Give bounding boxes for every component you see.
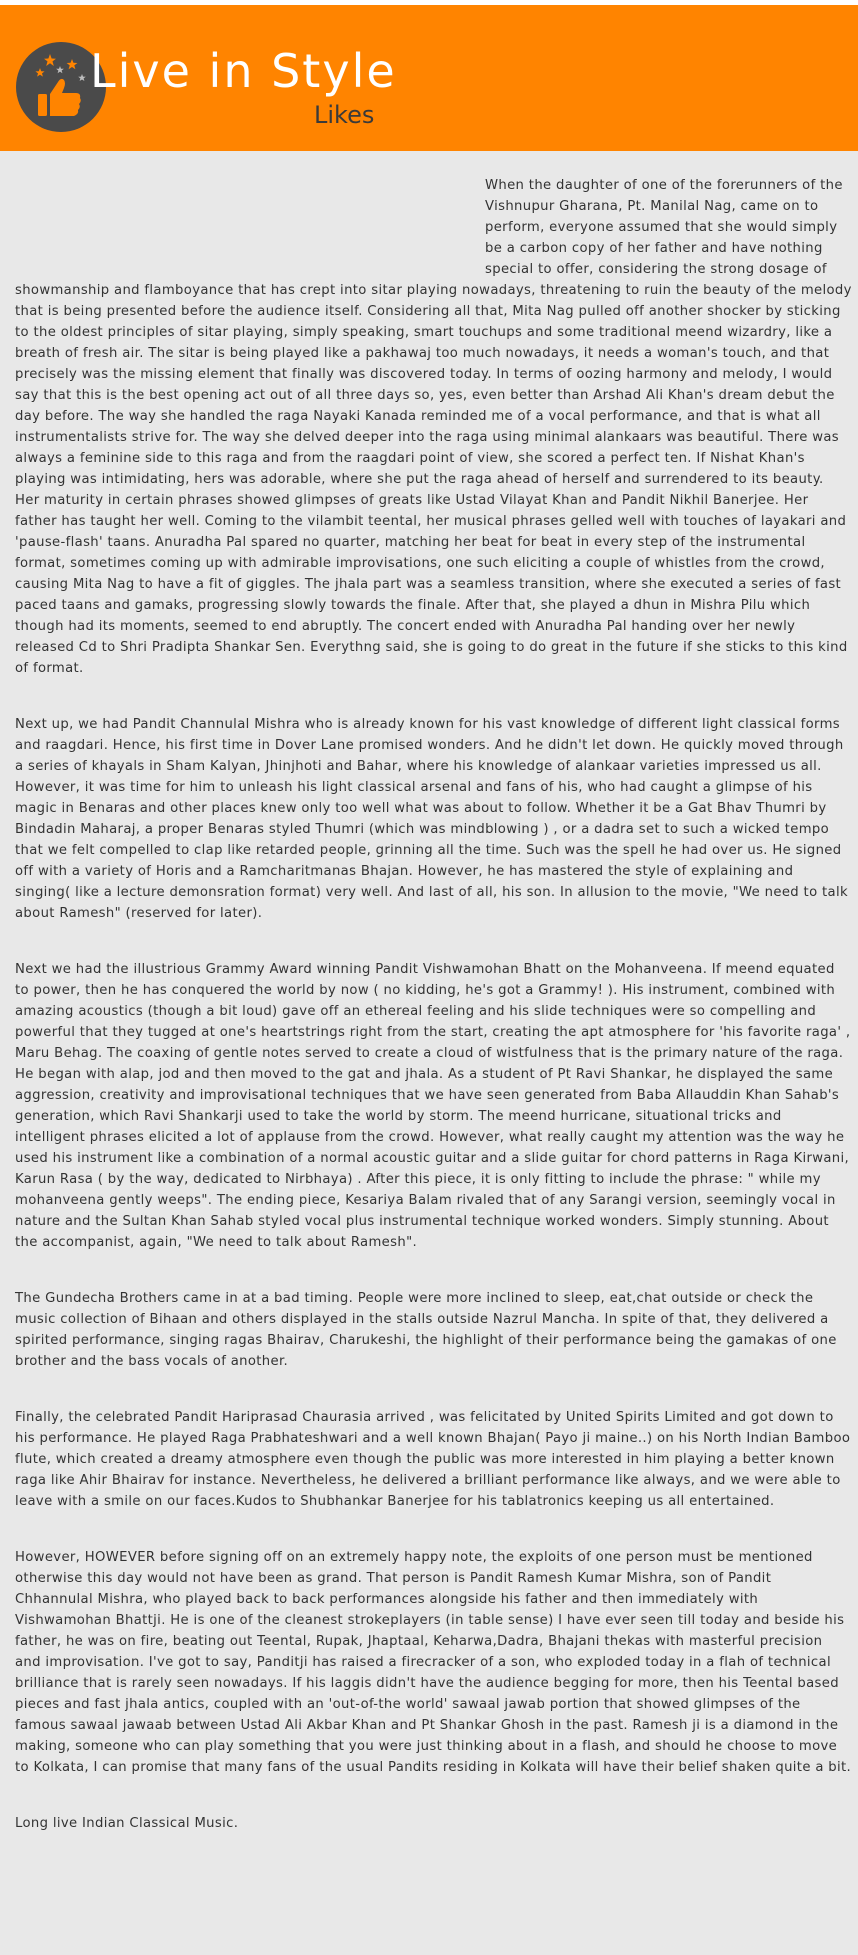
article-paragraph: Next up, we had Pandit Channulal Mishra who is already known for his vast knowledge of different light classical forms and raagdari. Hence, his first time in Dover Lane promised wonders. And he didn't let down. He quickly moved through a series of khayals in Sham Kalyan, Jhinjhoti and Bahar, where his knowledge of alankaar varieties impressed us all. However, it was time for him to unleash his light classical arsenal and fans of his, who had caught a glimpse of his magic in Benaras and other places knew only too well what was about to follow. Whether it be a Gat Bhav Thumri by Bindadin Maharaj, a proper Benaras styled Thumri (which was mindblowing ) , or a dadra set to such a wicked tempo that we felt compelled to clap like retarded people, grinning all the time. Such was the spell he had over us. He signed off with a variety of Horis and a Ramcharitmanas Bhajan. However, he has mastered the style of explaining and singing( like a lecture demonsration format) very well. And last of all, his son. In allusion to the movie, "We need to talk about Ramesh" (reserved for later). <box>15 717 848 921</box>
article-paragraph: Next we had the illustrious Grammy Award winning Pandit Vishwamohan Bhatt on the Mohanveena. If meend equated to power, then he has conquered the world by now ( no kidding, he's got a Grammy! ). His instrument, combined with amazing acoustics (though a bit loud) gave off an ethereal feeling and his slide techniques were so compelling and powerful that they tugged at one's heartstrings right from the start, creating the apt atmosphere for 'his favorite raga' , Maru Behag. The coaxing of gentle notes served to create a cloud of wistfulness that is the primary nature of the raga. He began with alap, jod and then moved to the gat and jhala. As a student of Pt Ravi Shankar, he displayed the same aggression, creativity and improvisational techniques that we have seen generated from Baba Allauddin Khan Sahab's generation, which Ravi Shankarji used to take the world by storm. The meend hurricane, situational tricks and intelligent phrases elicited a lot of applause from the crowd. However, what really caught my attention was the way he used his instrument like a combination of a normal acoustic guitar and a slide guitar for chord patterns in Raga Kirwani, Karun Rasa ( by the way, dedicated to Nirbhaya) . After this piece, it is only fitting to include the phrase: " while my mohanveena gently weeps". The ending piece, Kesariya Balam rivaled that of any Sarangi version, seemingly vocal in nature and the Sultan Khan Sahab styled vocal plus instrumental technique worked wonders. Simply stunning. About the accompanist, again, "We need to talk about Ramesh". <box>15 962 851 1250</box>
article-paragraph: Finally, the celebrated Pandit Hariprasad Chaurasia arrived , was felicitated by United Spirits Limited and got down to his performance. He played Raga Prabhateshwari and a well known Bhajan( Payo ji maine..) on his North Indian Bamboo flute, which created a dreamy atmosphere even though the public was more interested in him playing a better known raga like Ahir Bhairav for instance. Nevertheless, he delivered a brilliant performance like always, and we were able to leave with a smile on our faces.Kudos to Shubhankar Banerjee for his tablatronics keeping us all entertained. <box>15 1410 851 1509</box>
site-title[interactable]: Live in Style <box>90 44 397 98</box>
article-paragraph: However, HOWEVER before signing off on an extremely happy note, the exploits of one person must be mentioned otherwise this day would not have been as grand. That person is Pandit Ramesh Kumar Mishra, son of Pandit Chhannulal Mishra, who played back to back performances alongside his father and then immediately with Vishwamohan Bhattji. He is one of the cleanest strokeplayers (in table sense) I have ever seen till today and beside his father, he was on fire, beating out Teental, Rupak, Jhaptaal, Keharwa,Dadra, Bhajani thekas with masterful precision and improvisation. I've got to say, Panditji has raised a firecracker of a son, who exploded today in a flah of technical brilliance that is rarely seen nowadays. If his laggis didn't have the audience begging for more, then his Teental based pieces and fast jhala antics, coupled with an 'out-of-the world' sawaal jawab portion that showed glimpses of the famous sawaal jawaab between Ustad Ali Akbar Khan and Pt Shankar Ghosh in the past. Ramesh ji is a diamond in the making, someone who can play something that you were just thinking about in a flash, and should he choose to move to Kolkata, I can promise that many fans of the usual Pandits residing in Kolkata will have their belief shaken quite a bit. <box>15 1550 852 1775</box>
article-paragraph: The Gundecha Brothers came in at a bad timing. People were more inclined to sleep, eat,chat outside or check the music collection of Bihaan and others displayed in the stalls outside Nazrul Mancha. In spite of that, they delivered a spirited performance, singing ragas Bhairav, Charukeshi, the highlight of their performance being the gamakas of one brother and the bass vocals of another. <box>15 1291 837 1369</box>
site-header <box>0 5 858 151</box>
article-body <box>0 151 858 1834</box>
article-paragraph: When the daughter of one of the forerunners of the Vishnupur Gharana, Pt. Manilal Nag, came on to perform, everyone assumed that she would simply be a carbon copy of her father and have nothing special to offer, considering the strong dosage of showmanship and flamboyance that has crept into sitar playing nowadays, threatening to ruin the beauty of the melody that is being presented before the audience itself. Considering all that, Mita Nag pulled off another shocker by sticking to the oldest principles of sitar playing, simply speaking, smart touchups and some traditional meend wizardry, like a breath of fresh air. The sitar is being played like a pakhawaj too much nowadays, it needs a woman's touch, and that precisely was the missing element that finally was discovered today. In terms of oozing harmony and melody, I would say that this is the best opening act out of all three days so, yes, even better than Arshad Ali Khan's dream debut the day before. The way she handled the raga Nayaki Kanada reminded me of a vocal performance, and that is what all instrumentalists strive for. The way she delved deeper into the raga using minimal alankaars was beautiful. There was always a feminine side to this raga and from the raagdari point of view, she scored a perfect ten. If Nishat Khan's playing was intimidating, hers was adorable, where she put the raga ahead of herself and surrendered to its beauty. Her maturity in certain phrases showed glimpses of greats like Ustad Vilayat Khan and Pandit Nikhil Banerjee. Her father has taught her well. Coming to the vilambit teental, her musical phrases gelled well with touches of layakari and 'pause-flash' taans. Anuradha Pal spared no quarter, matching her beat for beat in every step of the instrumental format, sometimes coming up with admirable improvisations, one such eliciting a couple of whistles from the crowd, causing Mita Nag to have a fit of giggles. The jhala part was a seamless transition, where she executed a series of fast paced taans and gamaks, progressing slowly towards the finale. After that, she played a dhun in Mishra Pilu which though had its moments, seemed to end abruptly. The concert ended with Anuradha Pal handing over her newly released Cd to Shri Pradipta Shankar Sen. Everythng said, she is going to do great in the future if she sticks to this kind of format. <box>15 178 852 676</box>
first-paragraph-block <box>15 175 852 679</box>
article-closing-line: Long live Indian Classical Music. <box>15 1816 239 1831</box>
site-subtitle: Likes <box>314 101 375 129</box>
text-wrap-spacer <box>15 175 485 280</box>
